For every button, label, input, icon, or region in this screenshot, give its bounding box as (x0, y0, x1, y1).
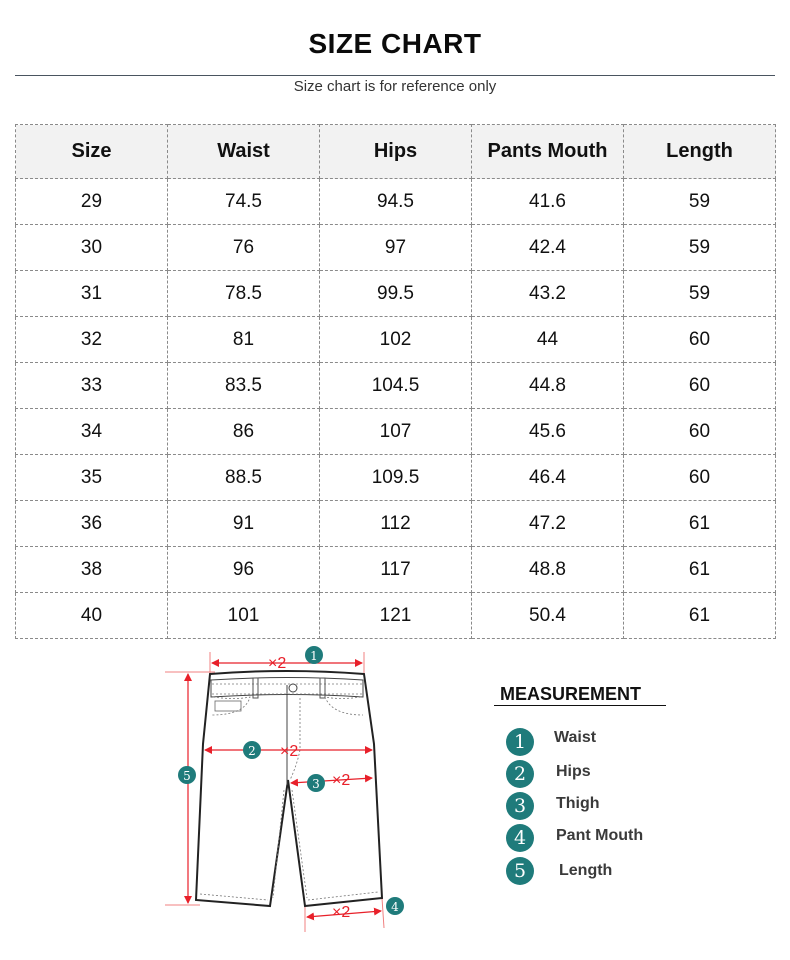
table-cell-length: 59 (624, 271, 776, 317)
table-cell-waist: 74.5 (168, 179, 320, 225)
table-cell-hips: 117 (320, 547, 472, 593)
table-header-row (16, 125, 776, 179)
column-header-waist: Waist (168, 125, 320, 179)
legend-label: Hips (556, 763, 591, 780)
table-cell-hips: 112 (320, 501, 472, 547)
table-cell-hips: 102 (320, 317, 472, 363)
table-cell-size: 36 (16, 501, 168, 547)
svg-text:4: 4 (391, 900, 399, 914)
table-row (16, 363, 776, 409)
table-cell-pants-mouth: 43.2 (472, 271, 624, 317)
table-cell-pants-mouth: 44 (472, 317, 624, 363)
table-cell-length: 61 (624, 593, 776, 639)
shorts-diagram (160, 640, 420, 940)
table-cell-pants-mouth: 45.6 (472, 409, 624, 455)
table-cell-waist: 76 (168, 225, 320, 271)
table-cell-hips: 121 (320, 593, 472, 639)
table-cell-hips: 104.5 (320, 363, 472, 409)
column-header-size: Size (16, 125, 168, 179)
table-cell-waist: 78.5 (168, 271, 320, 317)
svg-text:1: 1 (310, 649, 318, 663)
table-cell-waist: 91 (168, 501, 320, 547)
table-cell-hips: 99.5 (320, 271, 472, 317)
table-cell-hips: 94.5 (320, 179, 472, 225)
table-cell-hips: 97 (320, 225, 472, 271)
column-header-hips: Hips (320, 125, 472, 179)
title-divider (15, 75, 775, 76)
table-cell-waist: 96 (168, 547, 320, 593)
legend-label: Pant Mouth (556, 827, 644, 844)
legend-label: Length (559, 862, 613, 879)
table-cell-hips: 109.5 (320, 455, 472, 501)
table-row (16, 271, 776, 317)
table-row (16, 593, 776, 639)
shorts-illustration (160, 640, 420, 940)
table-cell-waist: 81 (168, 317, 320, 363)
table-cell-size: 38 (16, 547, 168, 593)
legend-label: Thigh (556, 795, 600, 812)
column-header-length: Length (624, 125, 776, 179)
svg-text:2: 2 (248, 744, 256, 758)
table-cell-length: 59 (624, 179, 776, 225)
table-cell-size: 32 (16, 317, 168, 363)
table-cell-length: 60 (624, 455, 776, 501)
number-2-icon: 2 (506, 760, 534, 788)
table-cell-size: 34 (16, 409, 168, 455)
number-4-icon: 4 (506, 824, 534, 852)
table-cell-waist: 101 (168, 593, 320, 639)
legend-label: Waist (554, 729, 597, 746)
number-3-icon: 3 (506, 792, 534, 820)
svg-text:×2: ×2 (332, 904, 351, 921)
table-cell-waist: 88.5 (168, 455, 320, 501)
table-row (16, 179, 776, 225)
legend-item-hips (506, 760, 591, 788)
table-row (16, 317, 776, 363)
table-cell-pants-mouth: 42.4 (472, 225, 624, 271)
legend-item-pant-mouth (506, 824, 643, 852)
table-row (16, 409, 776, 455)
table-cell-size: 29 (16, 179, 168, 225)
svg-text:×2: ×2 (280, 743, 299, 760)
legend-item-waist (506, 728, 596, 756)
svg-text:3: 3 (312, 777, 320, 791)
table-cell-pants-mouth: 47.2 (472, 501, 624, 547)
number-1-icon: 1 (506, 728, 534, 756)
table-cell-pants-mouth: 48.8 (472, 547, 624, 593)
table-cell-size: 30 (16, 225, 168, 271)
table-cell-length: 60 (624, 409, 776, 455)
size-table (15, 124, 776, 639)
table-cell-size: 33 (16, 363, 168, 409)
svg-text:5: 5 (183, 769, 191, 783)
table-cell-length: 61 (624, 547, 776, 593)
legend-item-length (506, 857, 612, 885)
table-row (16, 547, 776, 593)
column-header-pants-mouth: Pants Mouth (472, 125, 624, 179)
table-row (16, 455, 776, 501)
table-cell-pants-mouth: 44.8 (472, 363, 624, 409)
svg-text:×2: ×2 (332, 772, 351, 789)
number-5-icon: 5 (506, 857, 534, 885)
table-row (16, 225, 776, 271)
table-cell-length: 61 (624, 501, 776, 547)
page-title: SIZE CHART (308, 28, 482, 59)
legend-item-thigh (506, 792, 600, 820)
table-cell-waist: 86 (168, 409, 320, 455)
table-cell-waist: 83.5 (168, 363, 320, 409)
multiplier-label: ×2 (268, 655, 287, 672)
table-cell-size: 40 (16, 593, 168, 639)
table-cell-length: 60 (624, 317, 776, 363)
table-cell-length: 60 (624, 363, 776, 409)
table-cell-pants-mouth: 50.4 (472, 593, 624, 639)
page-subtitle: Size chart is for reference only (293, 78, 497, 95)
table-cell-hips: 107 (320, 409, 472, 455)
table-cell-size: 35 (16, 455, 168, 501)
table-cell-pants-mouth: 41.6 (472, 179, 624, 225)
table-row (16, 501, 776, 547)
table-cell-pants-mouth: 46.4 (472, 455, 624, 501)
table-cell-size: 31 (16, 271, 168, 317)
table-cell-length: 59 (624, 225, 776, 271)
measurement-title: MEASUREMENT (494, 683, 666, 706)
